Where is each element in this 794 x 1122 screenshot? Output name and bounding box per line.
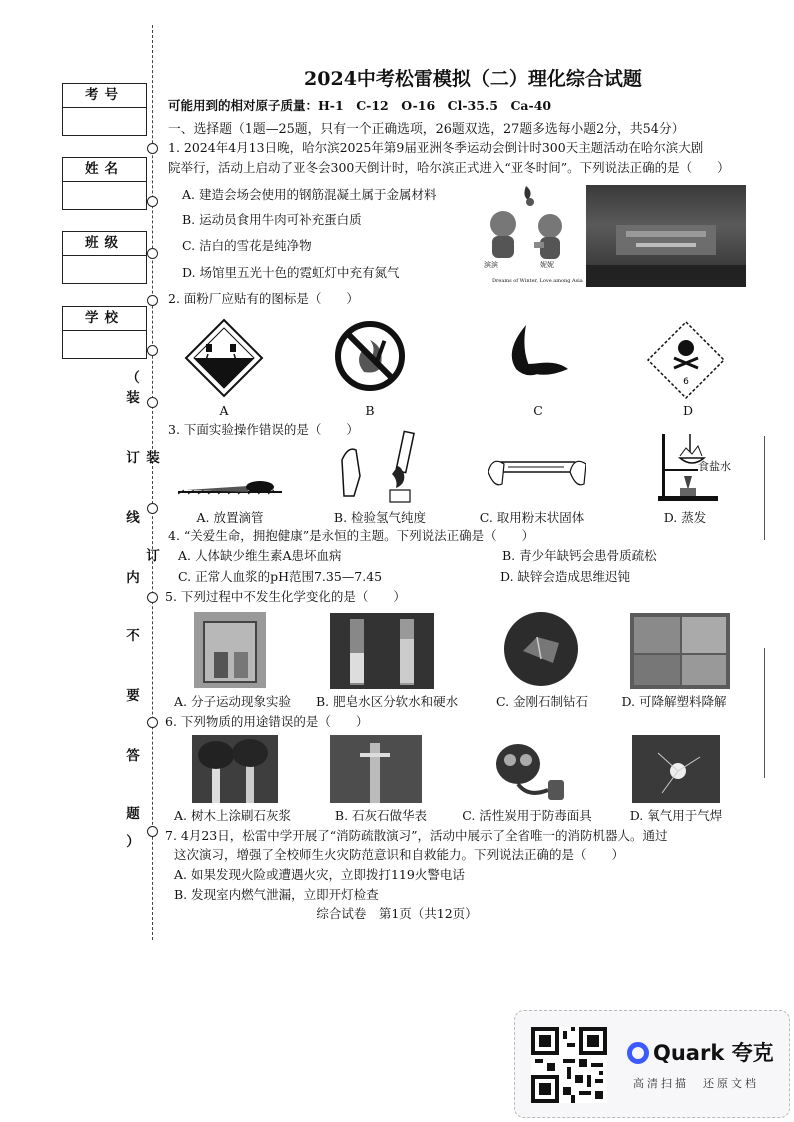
margin-vertical-char: 线	[126, 510, 140, 526]
water-saving-sign-icon	[502, 323, 572, 379]
class-field[interactable]	[63, 256, 146, 283]
q6-caption-b: B. 石灰石做华表	[334, 808, 428, 823]
q2-label-d: D	[682, 403, 694, 418]
binding-dashed-line	[152, 25, 153, 940]
toxic-sign-icon	[646, 320, 726, 400]
welding-photo	[632, 735, 720, 803]
column-illustration	[330, 735, 422, 803]
margin-vertical-char: （	[126, 370, 140, 386]
section-heading: 一、选择题（1题—25题，只有一个正确选项，26题双选，27题多选每小题2分，共54分）	[168, 122, 685, 137]
q3-stem: 3. 下面实验操作错误的是（ ）	[168, 422, 359, 437]
margin-vertical-char: 不	[126, 628, 140, 644]
corrosive-sign-icon	[184, 318, 264, 398]
page-title: 2024中考松雷模拟（二）理化综合试题	[304, 68, 642, 90]
binding-hole	[147, 717, 158, 728]
binding-hole	[147, 248, 158, 259]
soap-water-photo	[330, 613, 434, 689]
class-label: 班级	[63, 232, 146, 256]
exam-number-field[interactable]	[63, 108, 146, 135]
scan-edge-mark	[764, 436, 765, 540]
exam-number-box	[62, 83, 147, 136]
mascot-illustration	[478, 180, 580, 288]
quark-brand: Quark 夸克	[653, 1041, 774, 1065]
binding-hole	[147, 196, 158, 207]
lime-trees-photo	[192, 735, 278, 803]
q3-caption-d: D. 蒸发	[663, 510, 707, 525]
binding-hole	[147, 345, 158, 356]
margin-vertical-char: 订	[146, 548, 160, 564]
welding-spark-illustration	[632, 735, 720, 803]
q4-option-c: C. 正常人血浆的pH范围7.35—7.45	[178, 569, 383, 584]
margin-vertical-char: 题	[126, 806, 140, 822]
grand-theatre-photo	[586, 185, 746, 287]
q7-stem: 这次演习，增强了全校师生火灾防范意识和自救能力。下列说法正确的是（ ）	[174, 847, 625, 862]
no-fire-sign-icon	[334, 320, 406, 392]
mascot-caption: Dreams of Winter, Love among Asia	[492, 278, 583, 284]
margin-vertical-char: 装	[126, 390, 140, 406]
test-tubes-illustration	[330, 613, 434, 689]
margin-vertical-char: 装	[146, 450, 160, 466]
q5-caption-a: A. 分子运动现象实验	[174, 694, 291, 709]
school-label: 学校	[63, 307, 146, 331]
tree-trunks-illustration	[192, 735, 278, 803]
asian-winter-games-mascots	[478, 180, 583, 288]
atomic-masses: 可能用到的相对原子质量：H-1 C-12 O-16 Cl-35.5 Ca-40	[168, 98, 552, 113]
dropper-on-table-icon	[178, 470, 282, 500]
q3-caption-a: A. 放置滴管	[196, 510, 264, 525]
quark-scan-badge	[514, 1010, 790, 1118]
q2-label-b: B	[365, 403, 375, 418]
q7-option-b: B. 发现室内燃气泄漏，立即开灯检查	[174, 887, 379, 902]
q4-option-d: D. 缺锌会造成思维迟钝	[500, 569, 631, 584]
binding-hole	[147, 826, 158, 837]
q5-caption-b: B. 肥皂水区分软水和硬水	[316, 694, 459, 709]
plastic-illustration	[630, 613, 730, 689]
q1-option-a: A. 建造会场会使用的钢筋混凝土属于金属材料	[182, 187, 437, 202]
q2-stem: 2. 面粉厂应贴有的图标是（ ）	[168, 291, 359, 306]
mascot-name-binbin: 滨滨	[484, 261, 498, 269]
mascot-name-nini: 妮妮	[540, 261, 554, 269]
degradable-plastic-photo	[630, 613, 730, 689]
q1-stem: 1. 2024年4月13日晚，哈尔滨2025年第9届亚洲冬季运动会倒计时300天主题活动在哈尔滨大剧	[168, 140, 704, 155]
margin-vertical-char: 内	[126, 570, 140, 586]
school-box	[62, 306, 147, 359]
q1-option-b: B. 运动员食用牛肉可补充蛋白质	[182, 212, 362, 227]
exam-number-label: 考号	[63, 84, 146, 108]
q1-option-d: D. 场馆里五光十色的霓虹灯中充有氮气	[182, 265, 400, 280]
class-box	[62, 231, 147, 284]
quark-ring-icon	[627, 1042, 649, 1064]
q2-label-c: C	[533, 403, 543, 418]
q4-option-a: A. 人体缺少维生素A患坏血病	[178, 548, 342, 563]
q6-caption-d: D. 氧气用于气焊	[629, 808, 723, 823]
name-field[interactable]	[63, 182, 146, 209]
q6-caption-a: A. 树木上涂刷石灰浆	[174, 808, 291, 823]
binding-hole	[147, 592, 158, 603]
salt-water-label: 食盐水	[698, 460, 731, 473]
q3-caption-c: C. 取用粉末状固体	[479, 510, 585, 525]
scan-edge-mark	[764, 648, 765, 778]
quark-subtitle: 高清扫描 还原文档	[633, 1077, 759, 1090]
q5-stem: 5. 下列过程中不发生化学变化的是（ ）	[165, 589, 406, 604]
binding-hole	[147, 143, 158, 154]
q6-stem: 6. 下列物质的用途错误的是（ ）	[165, 714, 369, 729]
qr-code-icon[interactable]	[531, 1027, 607, 1103]
margin-vertical-char: 答	[126, 748, 140, 764]
binding-hole	[147, 397, 158, 408]
q1-stem: 院举行，活动上启动了亚冬会300天倒计时，哈尔滨正式进入“亚冬时间”。下列说法正确的是（ ）	[168, 160, 730, 175]
q4-option-b: B. 青少年缺钙会患骨质疏松	[502, 548, 657, 563]
margin-vertical-char: ）	[126, 834, 140, 850]
gas-mask-icon	[484, 738, 576, 802]
powder-transfer-icon	[488, 450, 586, 494]
hydrogen-test-icon	[336, 430, 428, 504]
toxic-sign-number: 6	[683, 377, 689, 387]
q5-caption-d: D. 可降解塑料降解	[621, 694, 727, 709]
binding-hole	[147, 295, 158, 306]
q2-label-a: A	[219, 403, 229, 418]
q6-caption-c: C. 活性炭用于防毒面具	[462, 808, 592, 823]
margin-vertical-char: 订	[126, 450, 140, 466]
q1-option-c: C. 洁白的雪花是纯净物	[182, 238, 312, 253]
q3-caption-b: B. 检验氢气纯度	[333, 510, 427, 525]
huabiao-photo	[330, 735, 422, 803]
name-box	[62, 157, 147, 210]
binding-hole	[147, 503, 158, 514]
q7-stem: 7. 4月23日，松雷中学开展了“消防疏散演习”，活动中展示了全省唯一的消防机器人。通过	[165, 828, 668, 843]
q7-option-a: A. 如果发现火险或遭遇火灾，立即拨打119火警电话	[174, 867, 465, 882]
margin-vertical-char: 要	[126, 688, 140, 704]
molecule-motion-photo	[194, 612, 266, 688]
stage-photo-illustration	[586, 185, 746, 287]
q4-stem: 4. “关爱生命，拥抱健康”是永恒的主题。下列说法正确是（ ）	[168, 528, 535, 543]
quark-logo	[627, 1037, 774, 1067]
diamond-photo	[503, 611, 579, 687]
beaker-illustration	[194, 612, 266, 688]
q5-caption-c: C. 金刚石制钻石	[495, 694, 589, 709]
name-label: 姓名	[63, 158, 146, 182]
page-footer: 综合试卷 第1页（共12页）	[316, 906, 478, 921]
school-field[interactable]	[63, 331, 146, 358]
